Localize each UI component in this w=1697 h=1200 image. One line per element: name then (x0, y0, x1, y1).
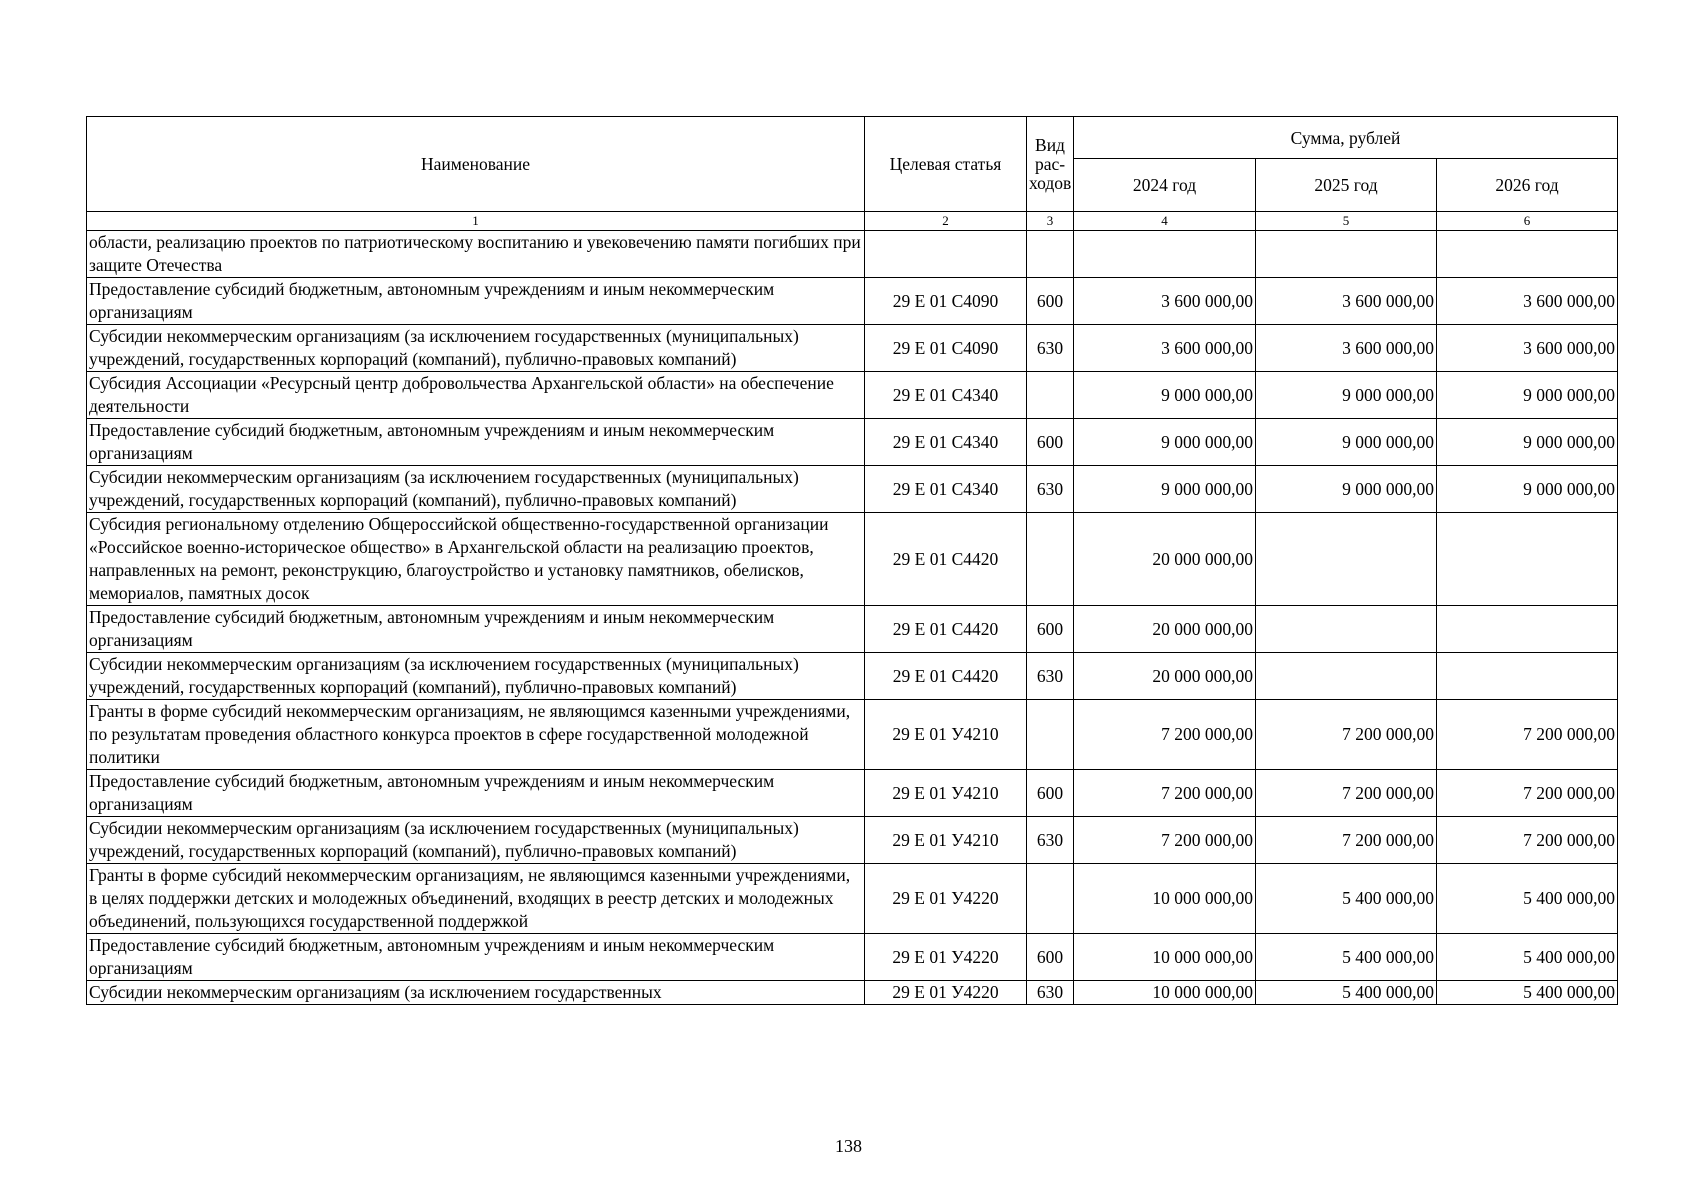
row-expense-type (1027, 372, 1074, 419)
row-expense-type: 630 (1027, 981, 1074, 1005)
header-sum: Сумма, рублей (1074, 117, 1618, 159)
row-sum-2025 (1256, 653, 1437, 700)
row-name: Предоставление субсидий бюджетным, автономным учреждениям и иным некоммерческим организациям (87, 278, 865, 325)
row-sum-2025: 5 400 000,00 (1256, 981, 1437, 1005)
row-sum-2024 (1074, 231, 1256, 278)
table-row (87, 513, 1618, 606)
budget-table (86, 116, 1618, 1005)
row-name: Субсидии некоммерческим организациям (за исключением государственных (муниципальных) учреждений, государственных корпораций (компаний), публично-правовых компаний) (87, 817, 865, 864)
row-target-code: 29 Е 01 С4420 (865, 653, 1027, 700)
row-sum-2025: 3 600 000,00 (1256, 278, 1437, 325)
row-name: Предоставление субсидий бюджетным, автономным учреждениям и иным некоммерческим организациям (87, 770, 865, 817)
column-number: 6 (1437, 212, 1618, 231)
table-row (87, 231, 1618, 278)
row-sum-2024: 9 000 000,00 (1074, 372, 1256, 419)
row-sum-2025: 5 400 000,00 (1256, 934, 1437, 981)
row-sum-2026: 9 000 000,00 (1437, 372, 1618, 419)
table-row (87, 817, 1618, 864)
row-sum-2025: 5 400 000,00 (1256, 864, 1437, 934)
row-expense-type: 600 (1027, 770, 1074, 817)
row-target-code: 29 Е 01 У4210 (865, 817, 1027, 864)
row-sum-2026: 5 400 000,00 (1437, 864, 1618, 934)
column-number: 4 (1074, 212, 1256, 231)
row-name: Предоставление субсидий бюджетным, автономным учреждениям и иным некоммерческим организациям (87, 934, 865, 981)
header-year-2026: 2026 год (1437, 159, 1618, 212)
row-expense-type: 630 (1027, 466, 1074, 513)
row-target-code: 29 Е 01 С4090 (865, 325, 1027, 372)
row-name: Предоставление субсидий бюджетным, автономным учреждениям и иным некоммерческим организациям (87, 606, 865, 653)
header-year-2025: 2025 год (1256, 159, 1437, 212)
table-row (87, 419, 1618, 466)
row-sum-2026: 5 400 000,00 (1437, 981, 1618, 1005)
table-row (87, 278, 1618, 325)
row-target-code: 29 Е 01 У4210 (865, 700, 1027, 770)
row-sum-2026 (1437, 513, 1618, 606)
row-sum-2024: 7 200 000,00 (1074, 817, 1256, 864)
row-sum-2024: 9 000 000,00 (1074, 419, 1256, 466)
row-sum-2024: 20 000 000,00 (1074, 606, 1256, 653)
row-sum-2024: 20 000 000,00 (1074, 653, 1256, 700)
column-number-row (87, 212, 1618, 231)
table-row (87, 466, 1618, 513)
row-target-code: 29 Е 01 С4340 (865, 372, 1027, 419)
row-target-code: 29 Е 01 С4340 (865, 419, 1027, 466)
row-sum-2026 (1437, 606, 1618, 653)
row-sum-2026: 9 000 000,00 (1437, 466, 1618, 513)
row-sum-2026: 7 200 000,00 (1437, 770, 1618, 817)
row-sum-2024: 20 000 000,00 (1074, 513, 1256, 606)
table-body (87, 231, 1618, 1005)
row-sum-2026: 3 600 000,00 (1437, 278, 1618, 325)
row-target-code (865, 231, 1027, 278)
row-name: Субсидии некоммерческим организациям (за исключением государственных (87, 981, 865, 1005)
row-sum-2025: 7 200 000,00 (1256, 700, 1437, 770)
row-sum-2026 (1437, 653, 1618, 700)
header-vid: Вид рас-ходов (1027, 117, 1074, 212)
row-sum-2026: 7 200 000,00 (1437, 817, 1618, 864)
row-target-code: 29 Е 01 У4220 (865, 981, 1027, 1005)
row-name: Субсидии некоммерческим организациям (за исключением государственных (муниципальных) учреждений, государственных корпораций (компаний), публично-правовых компаний) (87, 653, 865, 700)
row-target-code: 29 Е 01 С4420 (865, 513, 1027, 606)
header-name: Наименование (87, 117, 865, 212)
row-target-code: 29 Е 01 У4220 (865, 934, 1027, 981)
table-row (87, 700, 1618, 770)
row-name: Субсидия региональному отделению Общероссийской общественно-государственной организации «Российское военно-историческое общество» в Архангельской области на реализацию проектов, направленных на ремонт, реконструкцию, благоустройство и установку памятников, обелисков, мемориалов, памятных досок (87, 513, 865, 606)
row-sum-2025 (1256, 606, 1437, 653)
column-number: 1 (87, 212, 865, 231)
row-expense-type (1027, 700, 1074, 770)
row-sum-2024: 10 000 000,00 (1074, 864, 1256, 934)
row-sum-2024: 7 200 000,00 (1074, 700, 1256, 770)
table-row (87, 606, 1618, 653)
row-name: Субсидия Ассоциации «Ресурсный центр добровольчества Архангельской области» на обеспечение деятельности (87, 372, 865, 419)
header-year-2024: 2024 год (1074, 159, 1256, 212)
row-target-code: 29 Е 01 С4090 (865, 278, 1027, 325)
row-target-code: 29 Е 01 У4220 (865, 864, 1027, 934)
row-expense-type: 600 (1027, 419, 1074, 466)
row-expense-type: 630 (1027, 653, 1074, 700)
row-expense-type: 600 (1027, 606, 1074, 653)
table-row (87, 770, 1618, 817)
header-target: Целевая статья (865, 117, 1027, 212)
row-name: Субсидии некоммерческим организациям (за исключением государственных (муниципальных) учреждений, государственных корпораций (компаний), публично-правовых компаний) (87, 466, 865, 513)
row-name: Гранты в форме субсидий некоммерческим организациям, не являющимся казенными учреждениями, по результатам проведения областного конкурса проектов в сфере государственной молодежной политики (87, 700, 865, 770)
row-expense-type: 600 (1027, 934, 1074, 981)
row-sum-2026: 9 000 000,00 (1437, 419, 1618, 466)
row-sum-2025: 9 000 000,00 (1256, 466, 1437, 513)
row-sum-2025: 3 600 000,00 (1256, 325, 1437, 372)
row-target-code: 29 Е 01 С4420 (865, 606, 1027, 653)
row-sum-2026 (1437, 231, 1618, 278)
row-sum-2024: 9 000 000,00 (1074, 466, 1256, 513)
row-sum-2026: 5 400 000,00 (1437, 934, 1618, 981)
row-expense-type: 630 (1027, 817, 1074, 864)
row-sum-2025 (1256, 513, 1437, 606)
row-sum-2025: 9 000 000,00 (1256, 419, 1437, 466)
row-expense-type: 630 (1027, 325, 1074, 372)
row-expense-type (1027, 231, 1074, 278)
row-sum-2024: 7 200 000,00 (1074, 770, 1256, 817)
row-sum-2025: 7 200 000,00 (1256, 817, 1437, 864)
row-sum-2024: 10 000 000,00 (1074, 981, 1256, 1005)
column-number: 5 (1256, 212, 1437, 231)
row-sum-2024: 10 000 000,00 (1074, 934, 1256, 981)
table-row (87, 653, 1618, 700)
table-row (87, 864, 1618, 934)
row-sum-2026: 7 200 000,00 (1437, 700, 1618, 770)
row-sum-2026: 3 600 000,00 (1437, 325, 1618, 372)
table-row (87, 325, 1618, 372)
row-sum-2025: 9 000 000,00 (1256, 372, 1437, 419)
column-number: 3 (1027, 212, 1074, 231)
row-sum-2025: 7 200 000,00 (1256, 770, 1437, 817)
row-name: Субсидии некоммерческим организациям (за исключением государственных (муниципальных) учреждений, государственных корпораций (компаний), публично-правовых компаний) (87, 325, 865, 372)
row-sum-2024: 3 600 000,00 (1074, 325, 1256, 372)
table-row (87, 372, 1618, 419)
row-name: Предоставление субсидий бюджетным, автономным учреждениям и иным некоммерческим организациям (87, 419, 865, 466)
row-sum-2024: 3 600 000,00 (1074, 278, 1256, 325)
row-target-code: 29 Е 01 У4210 (865, 770, 1027, 817)
table-row (87, 981, 1618, 1005)
row-expense-type: 600 (1027, 278, 1074, 325)
row-expense-type (1027, 864, 1074, 934)
table-header (87, 117, 1618, 231)
row-name: области, реализацию проектов по патриотическому воспитанию и увековечению памяти погибших при защите Отечества (87, 231, 865, 278)
column-number: 2 (865, 212, 1027, 231)
row-sum-2025 (1256, 231, 1437, 278)
row-name: Гранты в форме субсидий некоммерческим организациям, не являющимся казенными учреждениями, в целях поддержки детских и молодежных объединений, входящих в реестр детских и молодежных объединений, пользующихся государственной поддержкой (87, 864, 865, 934)
row-target-code: 29 Е 01 С4340 (865, 466, 1027, 513)
table-row (87, 934, 1618, 981)
row-expense-type (1027, 513, 1074, 606)
page-number: 138 (835, 1136, 862, 1156)
